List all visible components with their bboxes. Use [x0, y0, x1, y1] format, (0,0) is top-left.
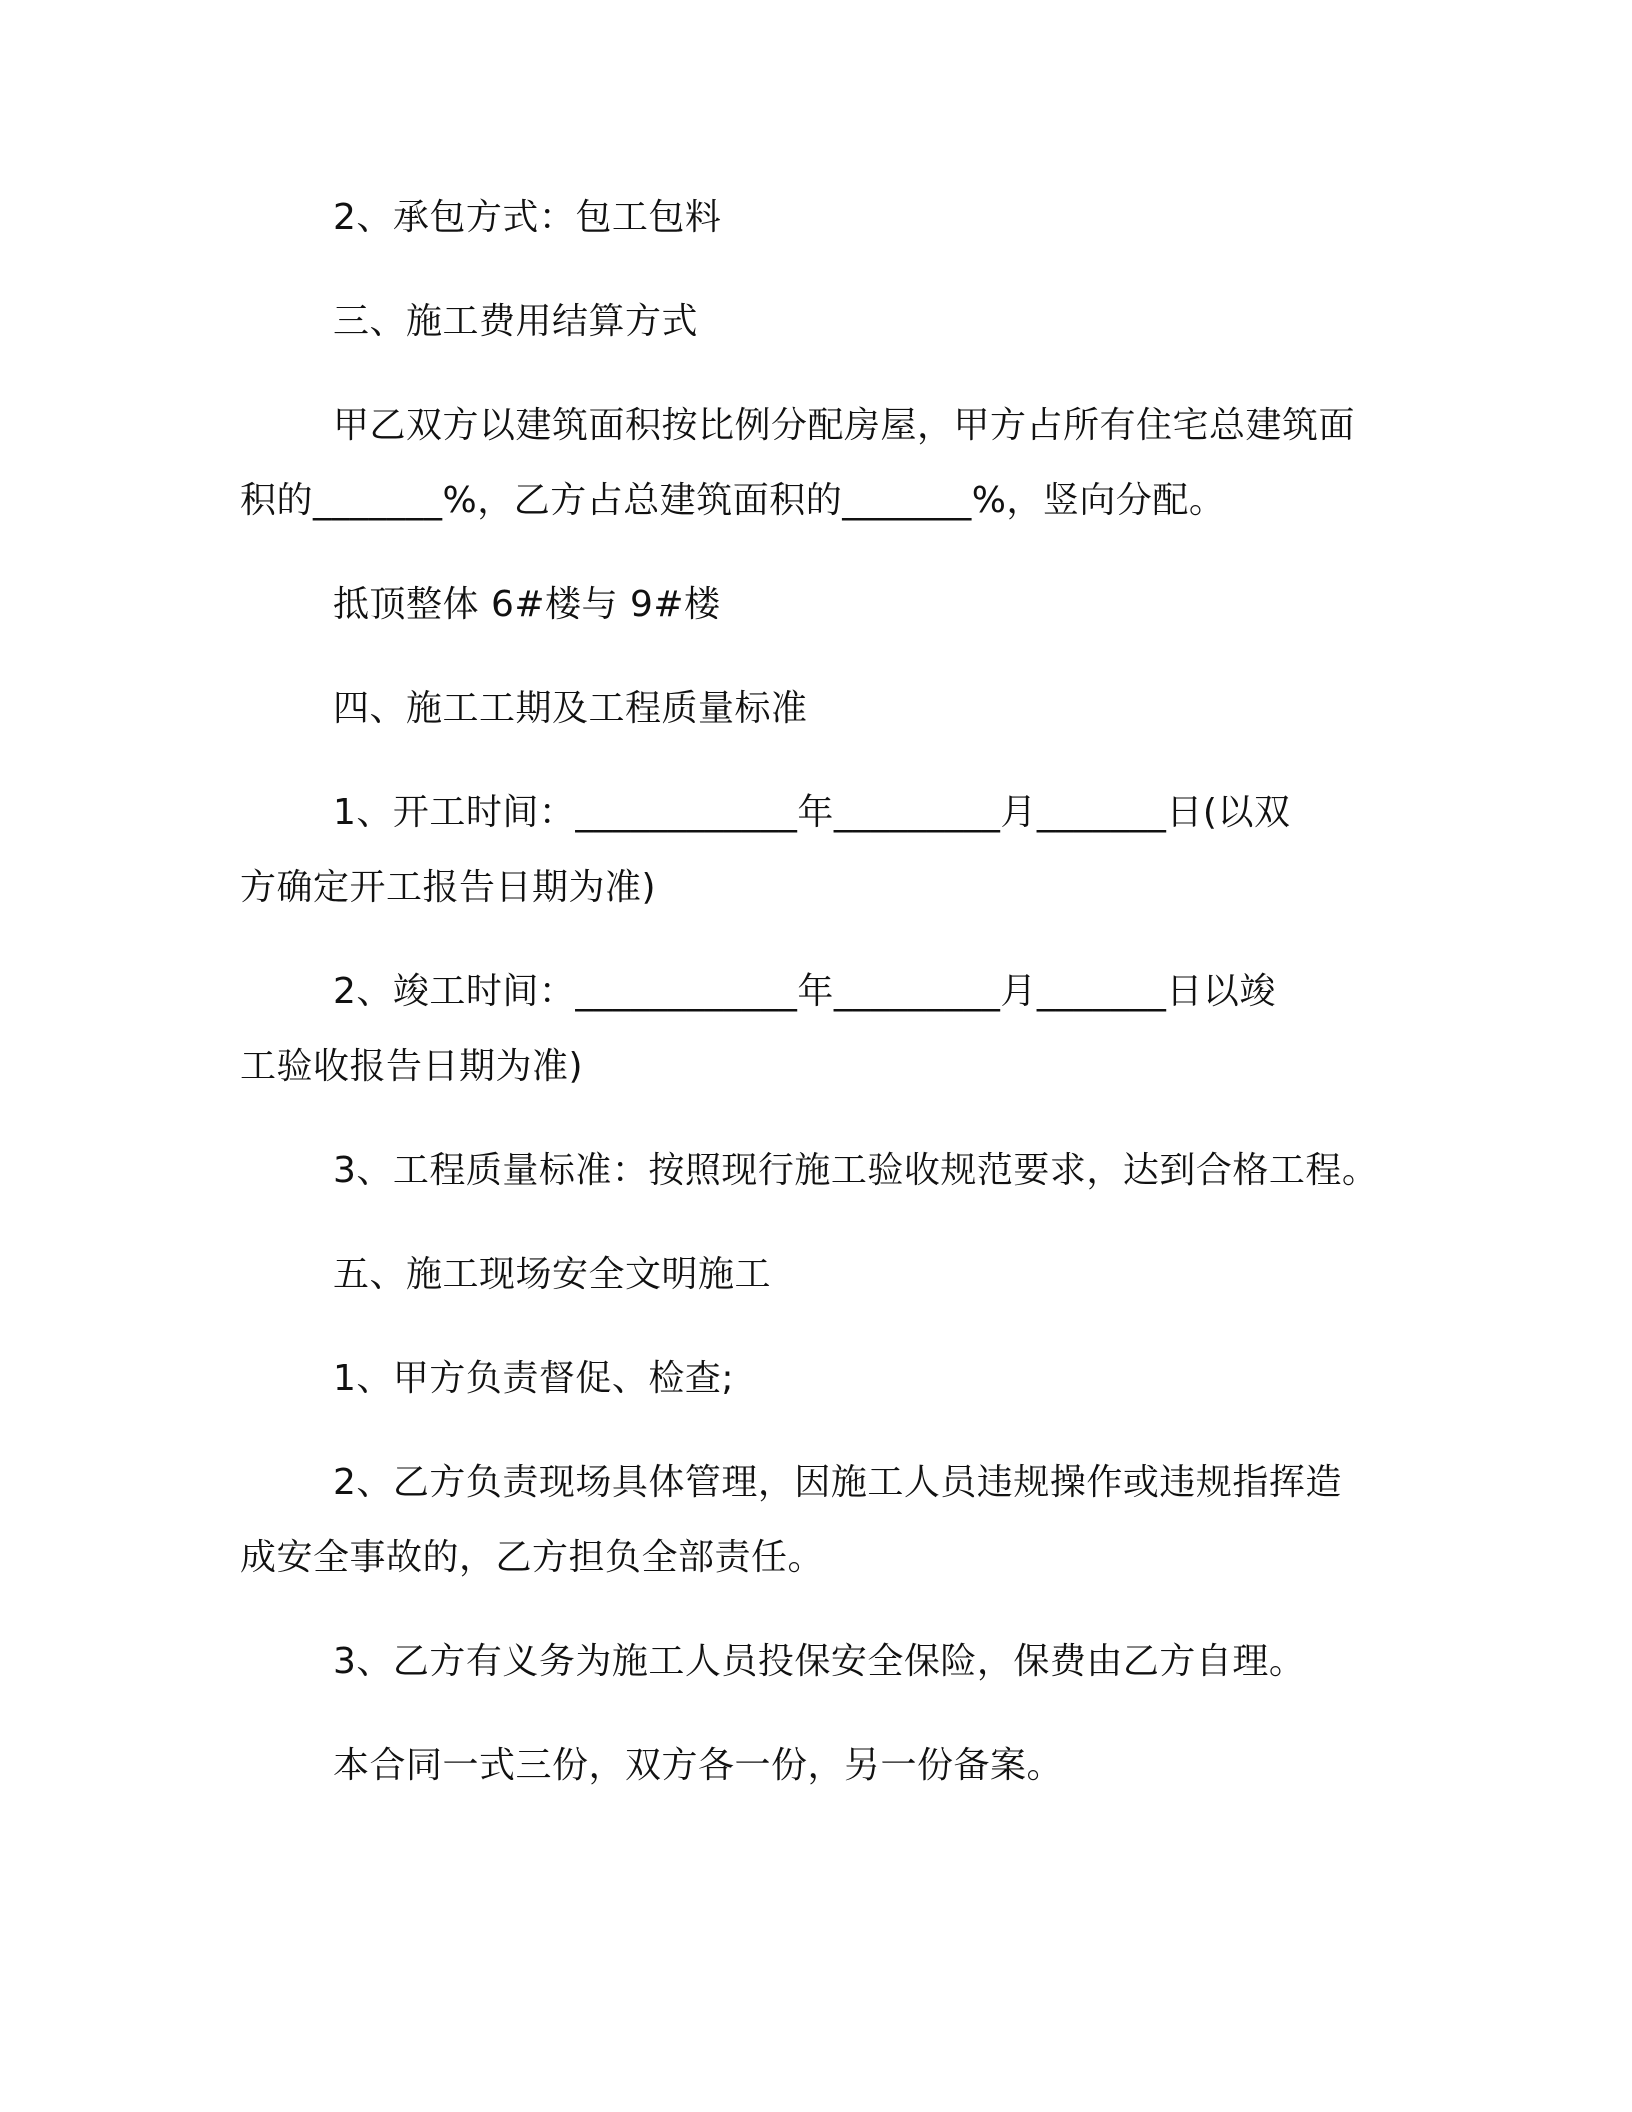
clause-start-date-line-1: 1、开工时间：____________年_________月_______日(以双 — [333, 792, 1291, 833]
section-5-heading: 五、施工现场安全文明施工 — [333, 1254, 772, 1295]
section-3-heading: 三、施工费用结算方式 — [333, 301, 699, 342]
clause-party-a-supervision: 1、甲方负责督促、检查; — [333, 1358, 735, 1399]
paragraph-area-split-line-2: 积的_______%，乙方占总建筑面积的_______%，竖向分配。 — [240, 480, 1226, 521]
clause-completion-date-line-2: 工验收报告日期为准) — [240, 1046, 584, 1087]
clause-quality-standard: 3、工程质量标准：按照现行施工验收规范要求，达到合格工程。 — [333, 1150, 1379, 1191]
clause-completion-date-line-1: 2、竣工时间：____________年_________月_______日以竣 — [333, 971, 1276, 1012]
clause-contract-method: 2、承包方式：包工包料 — [333, 197, 722, 238]
paragraph-area-split-line-1: 甲乙双方以建筑面积按比例分配房屋，甲方占所有住宅总建筑面 — [333, 405, 1356, 446]
clause-party-b-management-1: 2、乙方负责现场具体管理，因施工人员违规操作或违规指挥造 — [333, 1462, 1342, 1503]
paragraph-offset-buildings: 抵顶整体 6#楼与 9#楼 — [333, 584, 721, 625]
section-4-heading: 四、施工工期及工程质量标准 — [333, 688, 808, 729]
clause-insurance: 3、乙方有义务为施工人员投保安全保险，保费由乙方自理。 — [333, 1641, 1306, 1682]
paragraph-copies: 本合同一式三份，双方各一份，另一份备案。 — [333, 1745, 1064, 1786]
clause-start-date-line-2: 方确定开工报告日期为准) — [240, 867, 657, 908]
clause-party-b-management-2: 成安全事故的，乙方担负全部责任。 — [240, 1537, 825, 1578]
